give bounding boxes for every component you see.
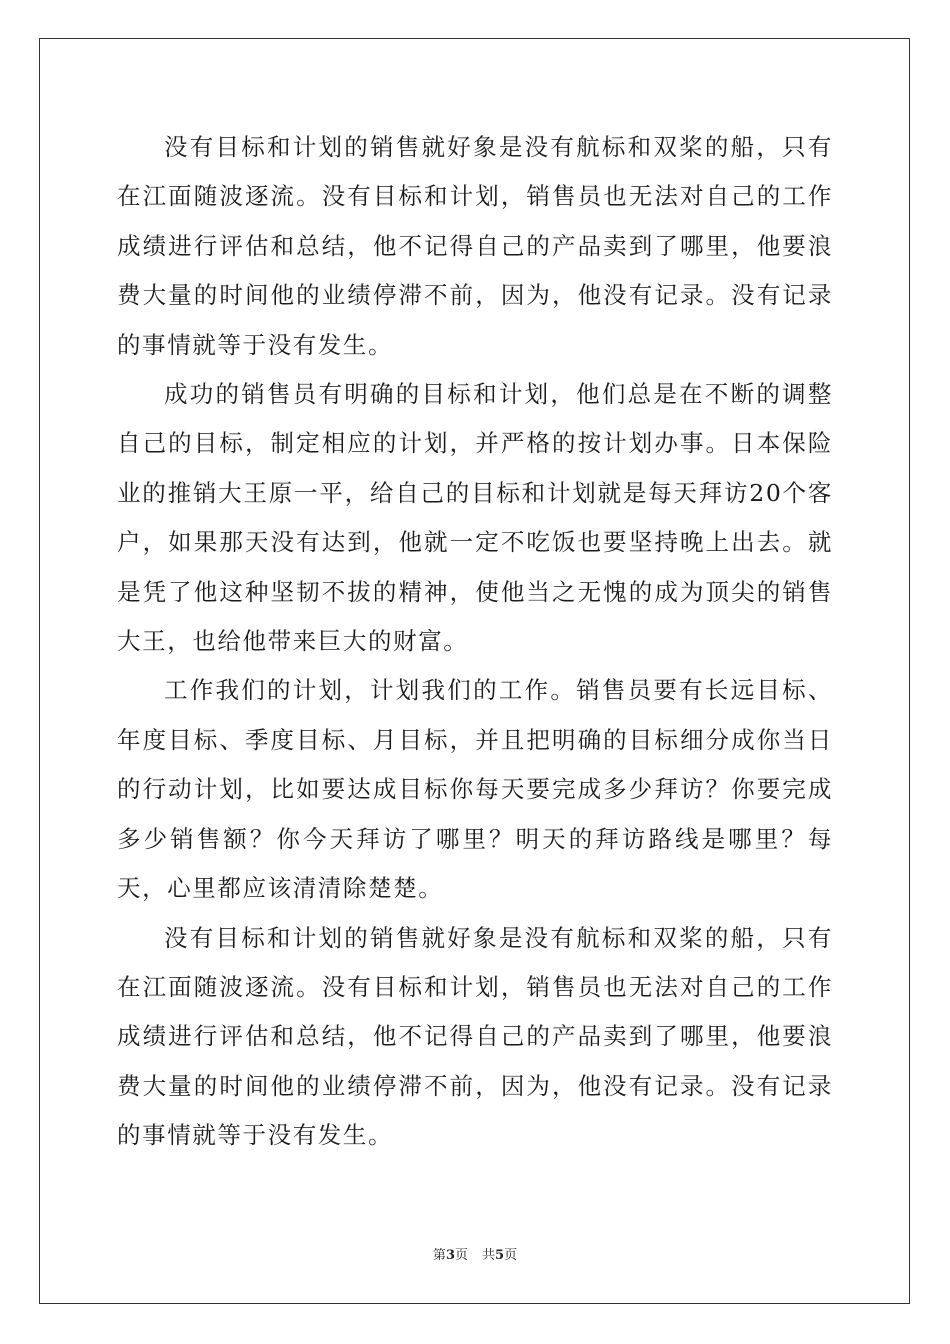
current-page-number: 3 xyxy=(445,1248,455,1263)
paragraph-3: 工作我们的计划，计划我们的工作。销售员要有长远目标、年度目标、季度目标、月目标，并且把明确的目标细分成你当日的行动计划，比如要达成目标你每天要完成多少拜访？你要完成多少销售额？你今天拜访了哪里？明天的拜访路线是哪里？每天，心里都应该清清除楚楚。 xyxy=(117,676,833,903)
total-page-number: 5 xyxy=(495,1248,505,1263)
document-body xyxy=(117,123,833,1161)
total-prefix: 共 xyxy=(482,1248,496,1263)
page-footer xyxy=(0,1244,950,1263)
paragraph-4: 没有目标和计划的销售就好象是没有航标和双桨的船，只有在江面随波逐流。没有目标和计划，销售员也无法对自己的工作成绩进行评估和总结，他不记得自己的产品卖到了哪里，他要浪费大量的时间他的业绩停滞不前，因为，他没有记录。没有记录的事情就等于没有发生。 xyxy=(117,923,833,1150)
total-suffix: 页 xyxy=(504,1248,518,1263)
paragraph-1: 没有目标和计划的销售就好象是没有航标和双桨的船，只有在江面随波逐流。没有目标和计划，销售员也无法对自己的工作成绩进行评估和总结，他不记得自己的产品卖到了哪里，他要浪费大量的时间他的业绩停滞不前，因为，他没有记录。没有记录的事情就等于没有发生。 xyxy=(117,133,833,359)
page-prefix: 第 xyxy=(432,1248,446,1263)
page-suffix: 页 xyxy=(454,1248,468,1263)
paragraph-2: 成功的销售员有明确的目标和计划，他们总是在不断的调整自己的目标，制定相应的计划，并严格的按计划办事。日本保险业的推销大王原一平，给自己的目标和计划就是每天拜访20个客户，如果那天没有达到，他就一定不吃饭也要坚持晚上出去。就是凭了他这种坚韧不拔的精神，使他当之无愧的成为顶尖的销售大王，也给他带来巨大的财富。 xyxy=(117,380,833,656)
